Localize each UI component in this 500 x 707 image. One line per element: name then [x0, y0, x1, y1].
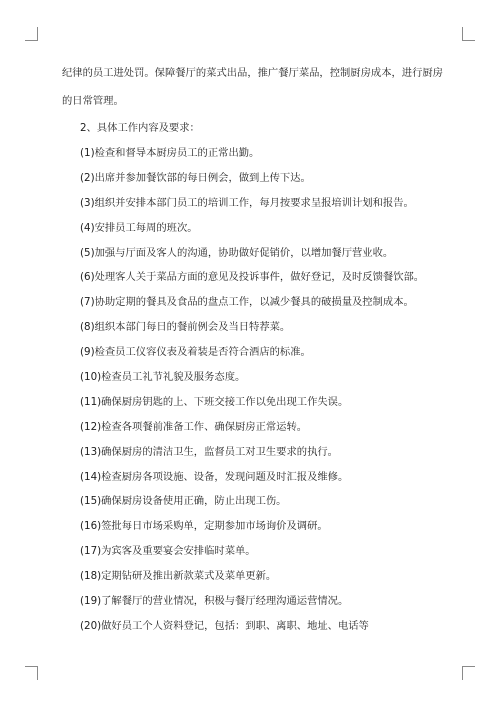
- list-item: (20)做好员工个人资料登记，包括：到职、离职、地址、电话等: [80, 619, 369, 632]
- list-item: (5)加强与厅面及客人的沟通，协助做好促销价，以增加餐厅营业收。: [80, 246, 394, 259]
- document-body: [62, 59, 472, 639]
- list-item: (15)确保厨房设备使用正确，防止出现工伤。: [80, 495, 287, 508]
- list-item: (9)检查员工仪容仪表及着装是否符合酒店的标准。: [80, 346, 311, 359]
- crop-mark-bottom-right-horizontal: [462, 666, 475, 667]
- list-item: (6)处理客人关于菜品方面的意见及投诉事件，做好登记，及时反馈餐饮部。: [80, 271, 425, 284]
- list-item: (13)确保厨房的清洁卫生，监督员工对卫生要求的执行。: [80, 445, 338, 458]
- crop-mark-bottom-left-vertical: [37, 666, 38, 680]
- list-item: (11)确保厨房钥匙的上、下班交接工作以免出现工作失误。: [80, 395, 349, 408]
- list-item: (8)组织本部门每日的餐前例会及当日特荐菜。: [80, 321, 291, 334]
- list-item: (12)检查各项餐前准备工作、确保厨房正常运转。: [80, 420, 308, 433]
- list-item: (7)协助定期的餐具及食品的盘点工作，以减少餐具的破损量及控制成本。: [80, 296, 414, 309]
- paragraph-line: 纪律的员工进处罚。保障餐厅的菜式出品，推广餐厅菜品，控制厨房成本，进行厨房: [62, 67, 443, 79]
- list-item: (17)为宾客及重要宴会安排临时菜单。: [80, 545, 256, 558]
- crop-mark-bottom-right-vertical: [462, 666, 463, 680]
- crop-mark-top-left-vertical: [37, 27, 38, 41]
- crop-mark-top-right-horizontal: [462, 40, 475, 41]
- list-item: (10)检查员工礼节礼貌及服务态度。: [80, 371, 246, 384]
- list-item: (4)安排员工每周的班次。: [80, 221, 198, 234]
- paragraph-line: 的日常管理。: [62, 95, 124, 107]
- crop-mark-top-left-horizontal: [25, 40, 38, 41]
- crop-mark-top-right-vertical: [462, 27, 463, 41]
- list-item: (1)检查和督导本厨房员工的正常出勤。: [80, 147, 260, 159]
- list-item: (2)出席并参加餐饮部的每日例会，做到上传下达。: [80, 171, 311, 184]
- list-item: (18)定期钻研及推出新款菜式及菜单更新。: [80, 570, 277, 583]
- section-heading: 2、具体工作内容及要求：: [80, 122, 200, 134]
- list-item: (3)组织并安排本部门员工的培训工作，每月按要求呈报培训计划和报告。: [80, 196, 414, 209]
- list-item: (19)了解餐厅的营业情况，积极与餐厅经理沟通运营情况。: [80, 595, 349, 608]
- list-item: (16)签批每日市场采购单，定期参加市场询价及调研。: [80, 520, 328, 533]
- list-item: (14)检查厨房各项设施、设备，发现问题及时汇报及维修。: [80, 470, 349, 483]
